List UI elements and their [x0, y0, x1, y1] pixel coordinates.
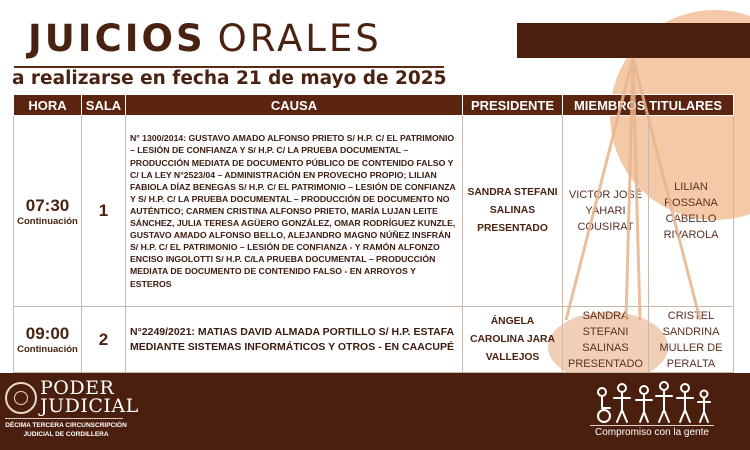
- miembro-line: SALINAS: [582, 341, 629, 354]
- miembro-line: MULLER DE: [659, 341, 723, 354]
- presidente-line: ÁNGELA: [490, 315, 535, 327]
- miembro-titular-1: [563, 116, 649, 307]
- hora-cell: [14, 307, 82, 373]
- miembro-titular-1: [563, 307, 649, 373]
- causa-text: N°2249/2021: MATIAS DAVID ALMADA PORTILLO S/ H.P. ESTAFA MEDIANTE SISTEMAS INFORMÁTICOS Y OTROS - EN CAACUPÉ: [126, 307, 463, 373]
- column-header-causa: CAUSA: [126, 95, 463, 116]
- miembro-line: PRESENTADO: [568, 357, 643, 370]
- presidente-line: SANDRA STEFANI: [467, 187, 558, 198]
- presidente-line: CAROLINA JARA: [470, 333, 555, 345]
- miembro-line: RIVAROLA: [663, 229, 719, 241]
- column-header-presidente: PRESIDENTE: [463, 95, 563, 116]
- causa-text: N° 1300/2014: GUSTAVO AMADO ALFONSO PRIETO S/ H.P. C/ EL PATRIMONIO – LESIÓN DE CONFIANZA Y S/ H.P. C/ LA PRUEBA DOCUMENTAL – PRODUCCIÓN MEDIATA DE DOCUMENTO PÚBLICO DE CONTENIDO FALSO Y C/ LA LEY N°2523/04 – ADMINISTRACIÓN EN PROVECHO PROPIO; LILIAN FABIOLA DÍAZ BENEGAS S/ H.P. C/ EL PATRIMONIO – LESIÓN DE CONFIANZA Y S/ H.P. C/ LA PRUEBA DOCUMENTAL – PRODUCCIÓN DE DOCUMENTO NO AUTÉNTICO; CARMEN CRISTINA ALFONSO PRIETO, MARÍA LUJAN LEITE SÁNCHEZ, JULIA TERESA AGÜERO GONZÁLEZ, OMAR RODRÍGUEZ KUNZLE, GUSTAVO AMADO ALFONSO BELLO, ALEJANDRO MAGNO NÚÑEZ INSFRÁN S/ H.P. C/ EL PATRIMONIO – LESIÓN DE CONFIANZA - Y RAMÓN ALFONZO ENCISO INGOLOTTI S/ H.P. C/LA PRUEBA DOCUMENTAL – PRODUCCIÓN MEDIATA DE DOCUMENTO DE CONTENIDO FALSO - EN ARROYOS Y ESTEROS: [126, 116, 463, 307]
- page-title: [28, 14, 382, 64]
- hora-cell: [14, 116, 82, 307]
- table-row: [14, 116, 734, 307]
- logo-divider: [5, 418, 123, 419]
- slogan: Compromiso con la gente: [595, 427, 709, 438]
- miembro-line: LILIAN: [674, 181, 708, 193]
- logo-text-poder: PODER: [40, 377, 115, 399]
- miembro-line: YAHARI: [585, 205, 626, 217]
- presidente-line: SALINAS: [489, 205, 536, 216]
- footer: [0, 373, 750, 450]
- miembro-line: COUSIRAT: [577, 221, 634, 233]
- title-light: ORALES: [217, 17, 382, 60]
- miembro-line: ROSSANA: [664, 197, 718, 209]
- miembro-line: CABELLO: [665, 213, 717, 225]
- logo-circunscripcion-line: DÉCIMA TERCERA CIRCUNSCRIPCIÓN: [5, 422, 127, 429]
- logo-circunscripcion: [5, 421, 127, 439]
- miembro-line: PERALTA: [666, 357, 716, 370]
- logo-circunscripcion-line: JUDICIAL DE CORDILLERA: [23, 431, 109, 438]
- miembro-line: SANDRA: [582, 309, 629, 322]
- title-bold: JUICIOS: [28, 17, 206, 60]
- table-header-row: [14, 95, 734, 116]
- miembro-titular-2: [649, 307, 734, 373]
- column-header-hora: HORA: [14, 95, 82, 116]
- seal-inner-ring: [14, 391, 28, 405]
- people-inclusion-icon: [592, 378, 714, 426]
- presidente-line: VALLEJOS: [485, 351, 540, 363]
- sala-value: 2: [82, 307, 126, 373]
- presidente-line: PRESENTADO: [477, 223, 548, 234]
- slogan-divider: [590, 425, 714, 426]
- logo-text-judicial: JUDICIAL: [40, 395, 139, 417]
- presidente-cell: [463, 307, 563, 373]
- miembro-line: SANDRINA: [662, 325, 720, 338]
- miembro-line: STEFANI: [582, 325, 629, 338]
- hora-value: 09:00: [25, 324, 70, 343]
- miembro-line: CRISTEL: [667, 309, 715, 322]
- judicial-seal-icon: [5, 382, 37, 414]
- estado-label: Continuación: [17, 344, 78, 355]
- column-header-sala: SALA: [82, 95, 126, 116]
- header-bar: [517, 23, 750, 58]
- hora-value: 07:30: [25, 195, 70, 215]
- page-subtitle: a realizarse en fecha 21 de mayo de 2025: [12, 68, 447, 89]
- presidente-cell: [463, 116, 563, 307]
- schedule-table: [13, 94, 734, 373]
- miembro-line: VICTOR JOSÉ: [568, 189, 643, 201]
- miembro-titular-2: [649, 116, 734, 307]
- estado-label: Continuación: [17, 215, 78, 227]
- table-row: [14, 307, 734, 373]
- sala-value: 1: [82, 116, 126, 307]
- column-header-miembros: MIEMBROS TITULARES: [563, 95, 734, 116]
